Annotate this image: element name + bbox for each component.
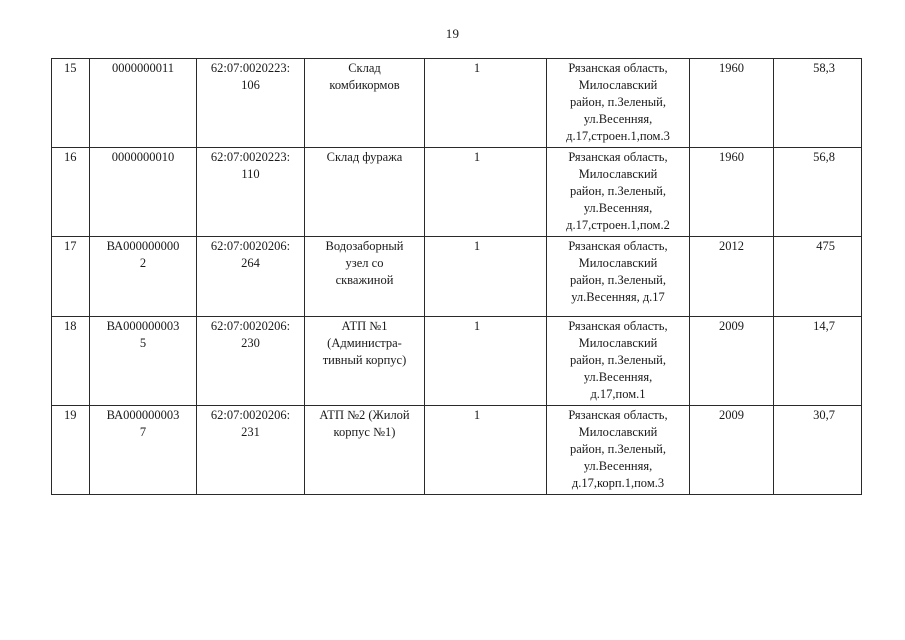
cell-row-number: 16 [52,148,90,237]
cell-area: 475 [774,237,862,317]
cell-cadastral-number: 62:07:0020223: 106 [197,59,305,148]
cell-year: 1960 [690,148,774,237]
cell-address: Рязанская область, Милославский район, п.Зеленый, ул.Весенняя, д.17 [547,237,690,317]
cell-area: 58,3 [774,59,862,148]
cell-object-name: Водозаборный узел со скважиной [305,237,425,317]
cell-year: 2009 [690,317,774,406]
cell-object-name: АТП №2 (Жилой корпус №1) [305,406,425,495]
cell-inventory-number: ВА000000000 2 [90,237,197,317]
cell-year: 2012 [690,237,774,317]
cell-address: Рязанская область, Милославский район, п.Зеленый, ул.Весенняя, д.17,строен.1,пом.3 [547,59,690,148]
cell-cadastral-number: 62:07:0020206: 231 [197,406,305,495]
cell-address: Рязанская область, Милославский район, п.Зеленый, ул.Весенняя, д.17,пом.1 [547,317,690,406]
cell-cadastral-number: 62:07:0020206: 230 [197,317,305,406]
cell-quantity: 1 [425,59,547,148]
cell-quantity: 1 [425,237,547,317]
cell-area: 14,7 [774,317,862,406]
cell-cadastral-number: 62:07:0020206: 264 [197,237,305,317]
cell-quantity: 1 [425,406,547,495]
table-row [52,406,862,495]
cell-quantity: 1 [425,148,547,237]
cell-inventory-number: 0000000011 [90,59,197,148]
property-registry-table [51,58,862,495]
cell-row-number: 17 [52,237,90,317]
page-number: 19 [445,26,460,41]
table-row [52,237,862,317]
table-body [52,59,862,495]
cell-inventory-number: ВА000000003 7 [90,406,197,495]
cell-row-number: 15 [52,59,90,148]
cell-object-name: АТП №1 (Администра- тивный корпус) [305,317,425,406]
cell-area: 56,8 [774,148,862,237]
table-row [52,59,862,148]
cell-address: Рязанская область, Милославский район, п.Зеленый, ул.Весенняя, д.17,корп.1,пом.3 [547,406,690,495]
table-row [52,317,862,406]
table-row [52,148,862,237]
cell-year: 1960 [690,59,774,148]
cell-quantity: 1 [425,317,547,406]
cell-inventory-number: 0000000010 [90,148,197,237]
cell-row-number: 19 [52,406,90,495]
cell-area: 30,7 [774,406,862,495]
cell-object-name: Склад комбикормов [305,59,425,148]
cell-address: Рязанская область, Милославский район, п.Зеленый, ул.Весенняя, д.17,строен.1,пом.2 [547,148,690,237]
cell-object-name: Склад фуража [305,148,425,237]
cell-cadastral-number: 62:07:0020223: 110 [197,148,305,237]
cell-year: 2009 [690,406,774,495]
cell-row-number: 18 [52,317,90,406]
cell-inventory-number: ВА000000003 5 [90,317,197,406]
